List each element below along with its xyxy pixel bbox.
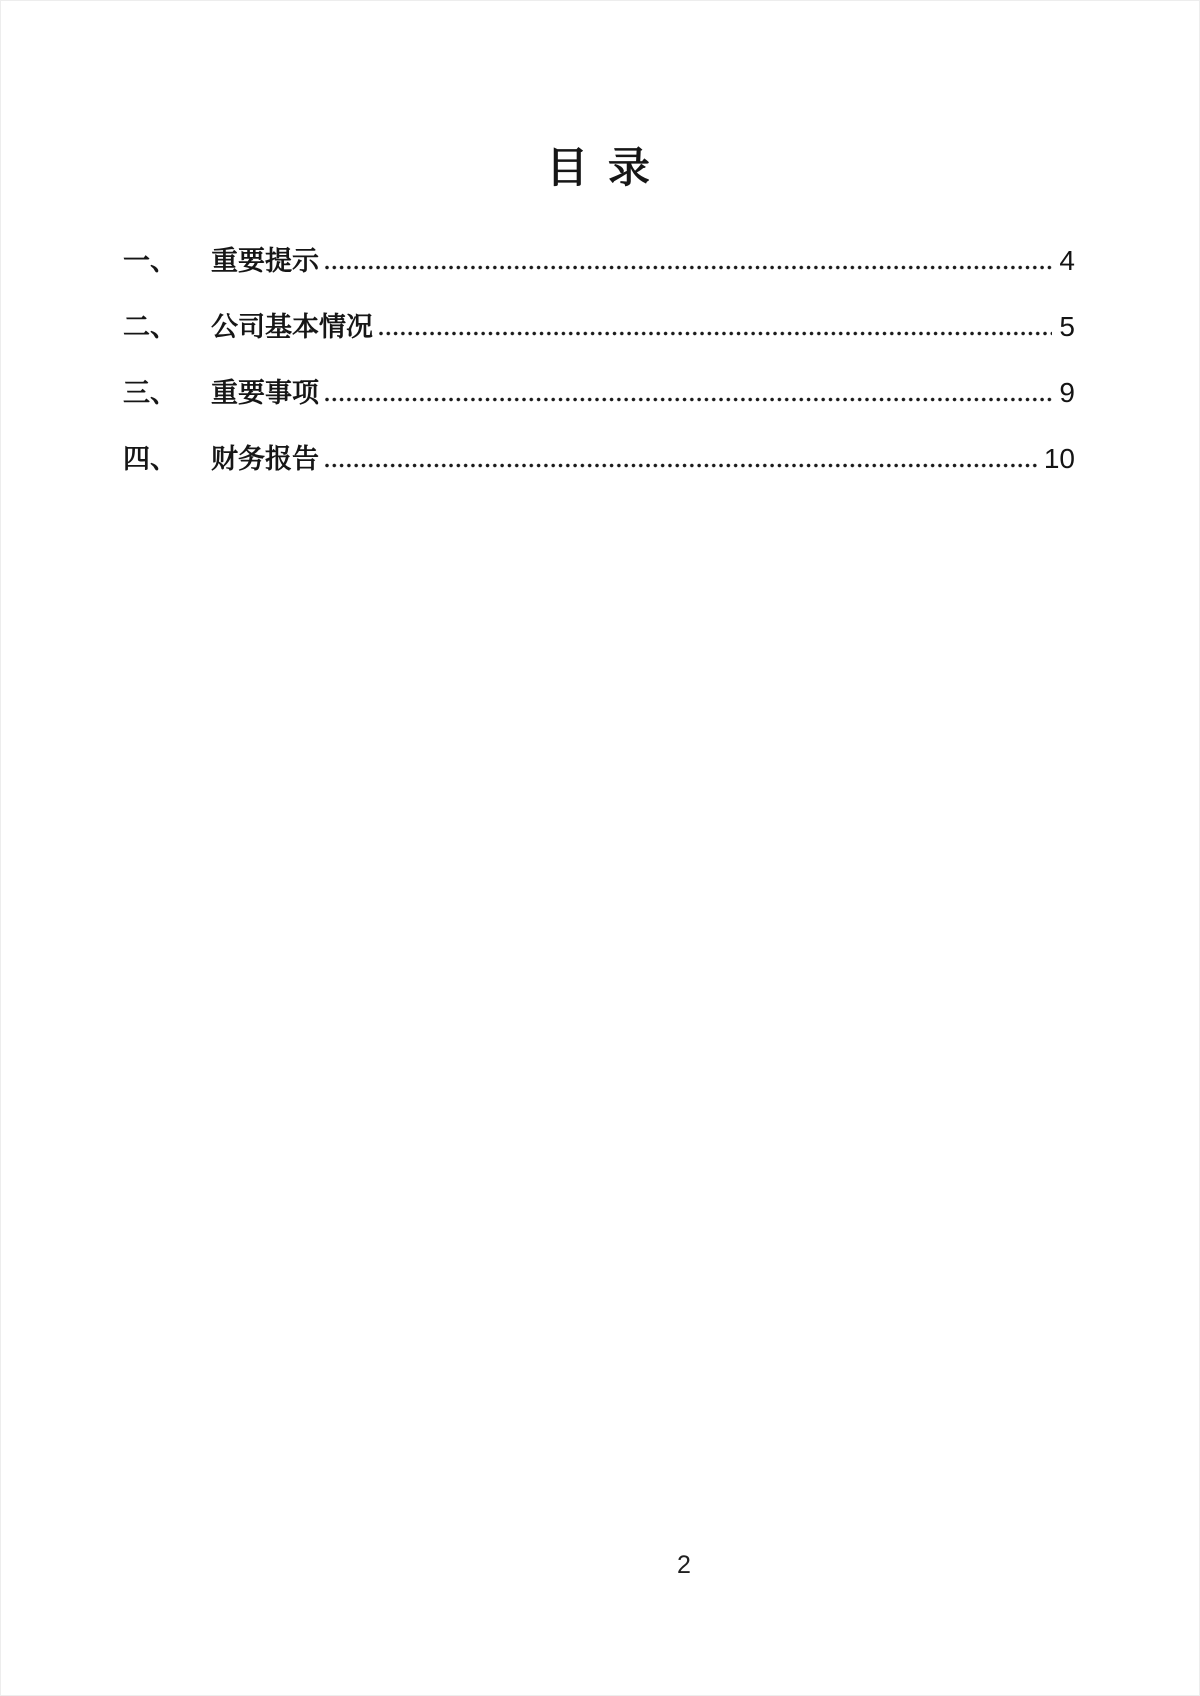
toc-entry-label[interactable]: 财务报告 [211, 444, 319, 474]
toc-entry-page: 5 [1059, 311, 1075, 342]
dot-leader [325, 397, 1052, 402]
toc-entry[interactable] [123, 378, 1075, 408]
toc-entry-number: 四、 [123, 444, 177, 474]
toc-entry-page: 9 [1059, 377, 1075, 408]
footer-page-number: 2 [677, 1551, 691, 1579]
toc-entry-label[interactable]: 重要事项 [211, 378, 319, 408]
toc-entry-number: 三、 [123, 378, 177, 408]
toc-entry[interactable] [123, 444, 1075, 474]
toc-entry-page: 10 [1043, 443, 1075, 474]
toc-entry[interactable] [123, 246, 1075, 276]
toc-entry-label[interactable]: 重要提示 [211, 246, 319, 276]
page-footer [677, 1551, 691, 1580]
toc-entry-page: 4 [1059, 245, 1075, 276]
dot-leader [325, 265, 1052, 270]
toc-entry-number: 二、 [123, 312, 177, 342]
toc-list [0, 246, 1200, 474]
toc-entry-label[interactable]: 公司基本情况 [211, 312, 373, 342]
dot-leader [379, 331, 1052, 336]
dot-leader [325, 463, 1037, 468]
toc-entry-number: 一、 [123, 246, 177, 276]
toc-title: 目 录 [546, 144, 654, 191]
toc-entry[interactable] [123, 312, 1075, 342]
